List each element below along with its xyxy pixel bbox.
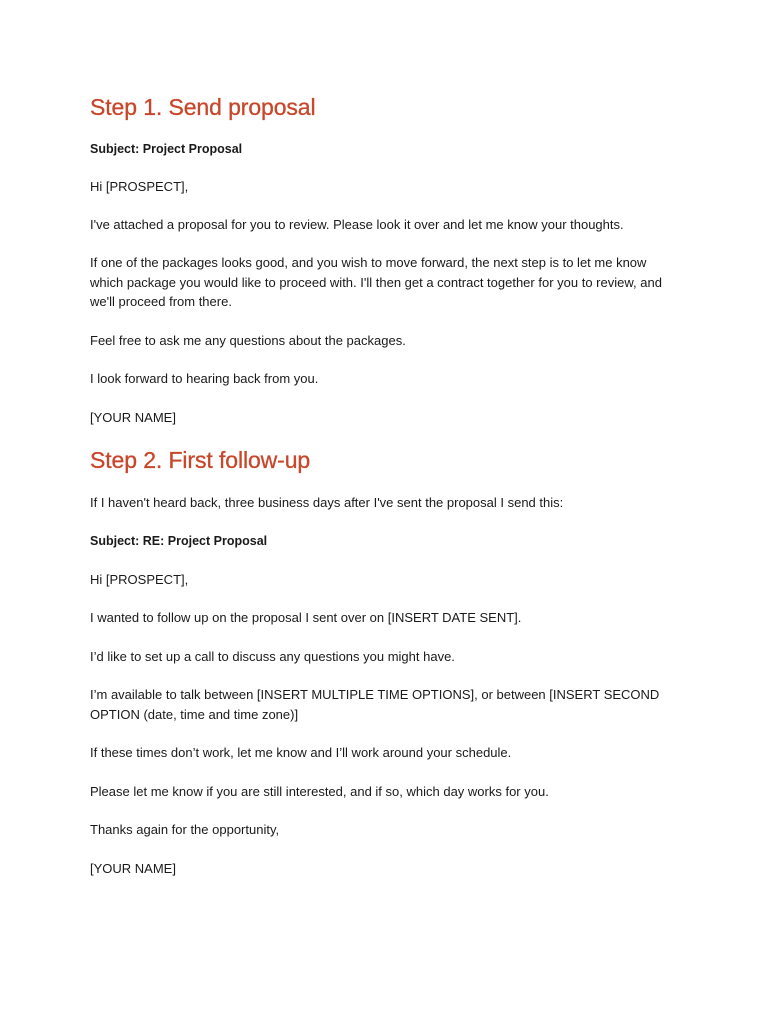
step-2-heading: Step 2. First follow-up [90,447,311,473]
step-1-paragraph: Feel free to ask me any questions about the packages. [90,332,406,348]
step-2-intro: If I haven't heard back, three business days after I've sent the proposal I send this: [90,495,564,510]
step-2-paragraph: Please let me know if you are still interested, and if so, which day works for you. [90,783,549,799]
step-2-subject-line: Subject: RE: Project Proposal [90,533,268,548]
step-1-greeting: Hi [PROSPECT], [90,179,189,194]
step-2-signature: [YOUR NAME] [90,860,176,876]
step-2-paragraph: I’d like to set up a call to discuss any questions you might have. [90,648,455,664]
step-2-paragraph: If these times don’t work, let me know and I’ll work around your schedule. [90,745,512,760]
step-1-paragraph: If one of the packages looks good, and you wish to move forward, the next step is to let me know which package you would like to proceed with. I'll then get a contract together for you to review, and we'll proceed from there. [90,255,662,309]
step-1-signature: [YOUR NAME] [90,409,176,425]
step-1-heading: Step 1. Send proposal [90,94,316,120]
step-2-paragraph: I wanted to follow up on the proposal I sent over on [INSERT DATE SENT]. [90,610,522,625]
step-1-paragraph: I look forward to hearing back from you. [90,371,319,386]
step-2-paragraph: Thanks again for the opportunity, [90,822,280,837]
step-2-paragraph: I’m available to talk between [INSERT MULTIPLE TIME OPTIONS], or between [INSERT SECOND OPTION (date, time and time zone)] [90,687,660,722]
step-1-paragraph: I've attached a proposal for you to review. Please look it over and let me know your thoughts. [90,216,624,232]
step-1-subject-line: Subject: Project Proposal [90,142,243,156]
step-2-greeting: Hi [PROSPECT], [90,571,189,587]
